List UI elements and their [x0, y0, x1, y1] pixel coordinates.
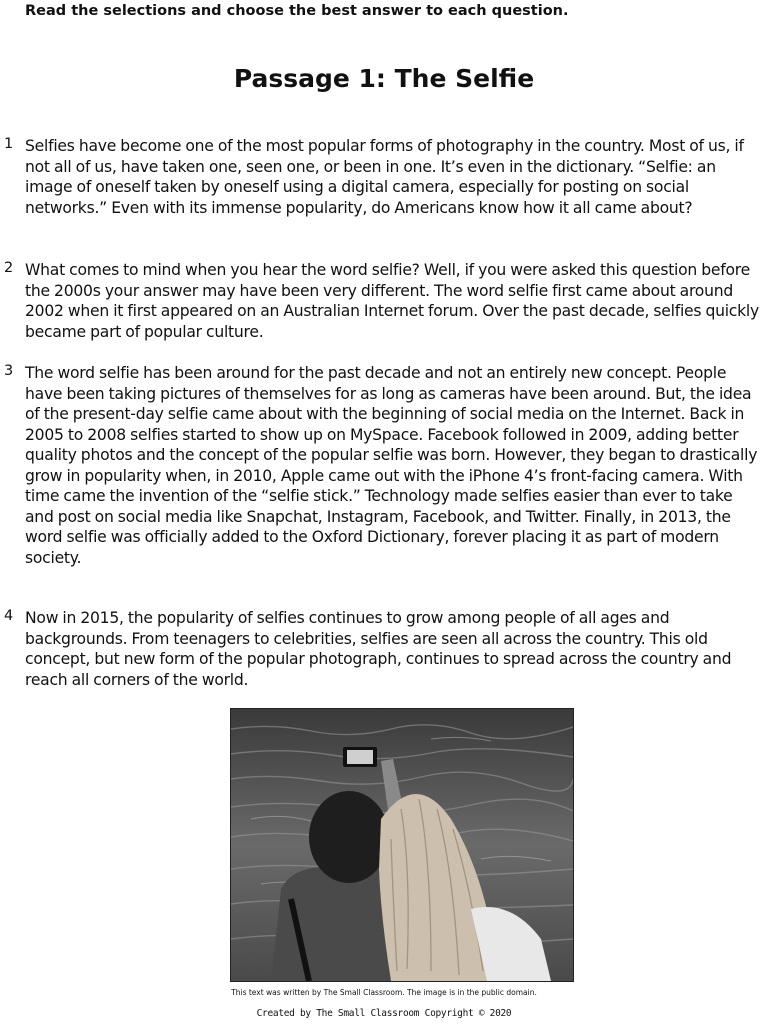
instructions: Read the selections and choose the best answer to each question.: [25, 3, 569, 19]
paragraph-text: What comes to mind when you hear the word selfie? Well, if you were asked this question before the 2000s your answer may have been very different. The word selfie first came about around 2002 when it first appeared on an Australian Internet forum. Over the past decade, selfies quickly became part of popular culture.: [25, 261, 759, 341]
image-caption: This text was written by The Small Classroom. The image is in the public domain.: [231, 988, 537, 997]
paragraph-number: 3: [4, 363, 14, 379]
paragraph-number: 2: [4, 260, 14, 276]
paragraph-number: 4: [4, 608, 14, 624]
passage-title: Passage 1: The Selfie: [233, 64, 535, 93]
paragraph-text: Selfies have become one of the most popular forms of photography in the country. Most of us, if not all of us, have taken one, seen one, or been in one. It’s even in the dictionary. “Selfie: an image of oneself taken by oneself using a digital camera, especially for posting on social networks.” Even with its immense popularity, do Americans know how it all came about?: [25, 137, 744, 217]
paragraph-text: The word selfie has been around for the past decade and not an entirely new concept. People have been taking pictures of themselves for as long as cameras have been around. But, the idea of the present-day selfie came about with the beginning of social media on the Internet. Back in 2005 to 2008 selfies started to show up on MySpace. Facebook followed in 2009, adding better quality photos and the concept of the popular selfie was born. However, they began to drastically grow in popularity when, in 2010, Apple came out with the iPhone 4’s front-facing camera. With time came the invention of the “selfie stick.” Technology made selfies easier than ever to take and post on social media like Snapchat, Instagram, Facebook, and Twitter. Finally, in 2013, the word selfie was officially added to the Oxford Dictionary, forever placing it as part of modern society.: [25, 364, 758, 567]
dark-hair-head: [309, 791, 389, 883]
selfie-photo: [230, 708, 574, 982]
paragraph-text: Now in 2015, the popularity of selfies continues to grow among people of all ages and backgrounds. From teenagers to celebrities, selfies are seen all across the country. This old concept, but new form of the popular photograph, continues to spread across the country and reach all corners of the world.: [25, 609, 732, 689]
copyright-footer: Created by The Small Classroom Copyright © 2020: [256, 1008, 512, 1019]
paragraph-number: 1: [4, 136, 14, 152]
